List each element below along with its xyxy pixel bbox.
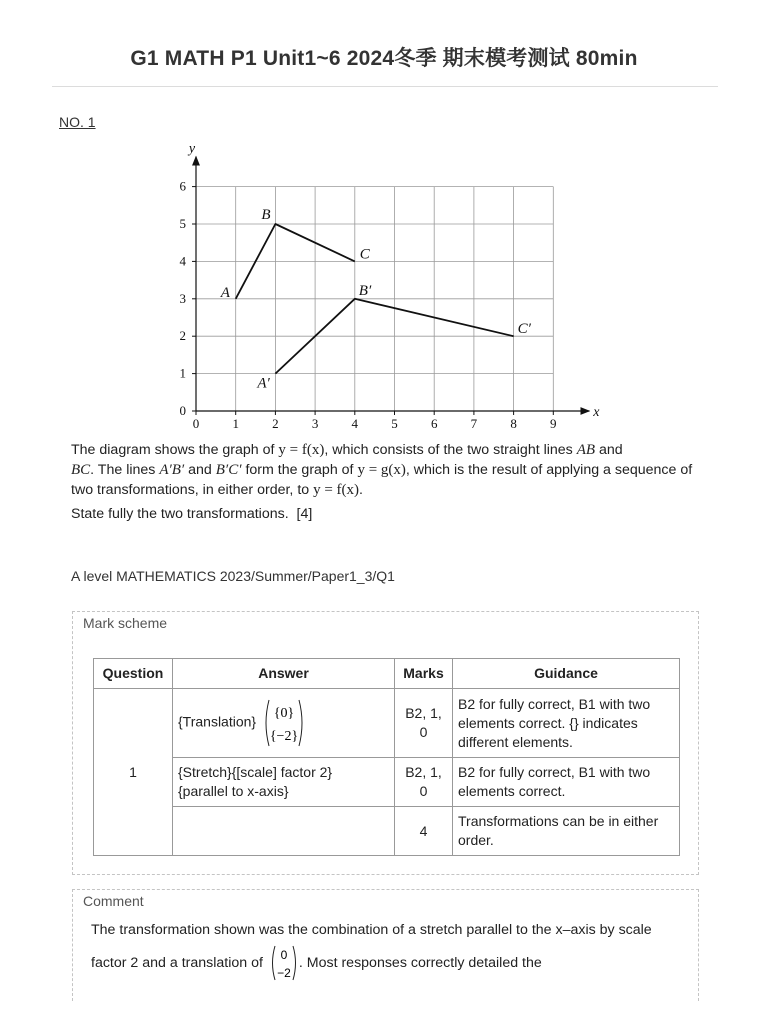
marks-cell: B2, 1, 0 (395, 758, 453, 807)
x-tick-label: 7 (470, 416, 478, 430)
guidance-cell: B2 for fully correct, B1 with two elements correct. {} indicates different elements. (453, 689, 680, 758)
mark-scheme-table (93, 658, 680, 856)
comment-text: The transformation shown was the combination of a stretch parallel to the x–axis by scale factor 2 and a translation of 0 −2 . Most responses correctly detailed the (91, 922, 652, 980)
graph-labels (220, 207, 532, 392)
point-label: B′ (358, 282, 372, 299)
table-row (94, 758, 680, 807)
question-description (71, 440, 711, 524)
y-tick-label: 6 (179, 178, 186, 194)
x-tick-label: 6 (430, 416, 438, 430)
point-label: A (220, 284, 230, 301)
table-row (94, 807, 680, 856)
mark-scheme-label: Mark scheme (83, 615, 168, 631)
title-divider (52, 86, 718, 87)
y-tick-label: 5 (179, 216, 186, 231)
vector-bottom: −2 (277, 966, 291, 980)
y-tick-label: 3 (179, 290, 186, 306)
x-tick-label: 3 (311, 416, 319, 430)
x-axis-label: x (593, 405, 600, 420)
x-tick-label: 2 (272, 416, 279, 430)
x-tick-label: 8 (510, 416, 517, 430)
graph-grid (196, 187, 553, 411)
marks-cell: B2, 1, 0 (395, 689, 453, 758)
y-tick-label: 4 (179, 253, 186, 269)
guidance-cell: Transformations can be in either order. (453, 807, 680, 856)
y-tick-label: 0 (179, 403, 186, 418)
y-axis-label: y (188, 141, 196, 157)
header-answer: Answer (173, 659, 395, 689)
translation-vector (262, 698, 306, 748)
point-label: A′ (257, 375, 270, 392)
header-question: Question (94, 659, 173, 689)
vector-bottom: {−2} (269, 729, 299, 744)
g-of-x: y = g(x) (357, 462, 406, 478)
vector-top: {0} (273, 706, 295, 721)
y-tick-label: 1 (179, 365, 186, 381)
x-tick-label: 0 (192, 416, 200, 430)
y-tick-label: 2 (179, 328, 186, 344)
question-source: A level MATHEMATICS 2023/Summer/Paper1_3/Q1 (71, 568, 395, 584)
x-tick-label: 9 (550, 416, 557, 430)
question-cell: 1 (94, 689, 173, 856)
x-tick-label: 5 (391, 416, 398, 430)
question-number: NO. 1 (59, 114, 96, 130)
table-header-row (94, 659, 680, 689)
comment-panel (72, 889, 699, 1001)
question-marks: [4] (296, 506, 313, 522)
point-label: B (261, 207, 271, 223)
answer-cell: {Stretch}{[scale] factor 2} {parallel to x-axis} (173, 758, 395, 807)
question-graph (160, 138, 600, 430)
mark-scheme-panel (72, 611, 699, 875)
table-row (94, 689, 680, 758)
answer-cell: {Translation} {0} {−2} (173, 689, 395, 758)
x-tick-label: 1 (232, 416, 239, 430)
page-title: G1 MATH P1 Unit1~6 2024冬季 期末模考测试 80min (130, 47, 638, 70)
answer-cell (173, 807, 395, 856)
marks-cell: 4 (395, 807, 453, 856)
question-text: The diagram shows the graph of y = f(x), which consists of the two straight lines AB and BC. The lines A′B′ and B′C′ form the graph of y = g(x), which is the result of applying a sequence of two transformations, in either order, to y = f(x). (71, 442, 693, 498)
question-instruction: State fully the two transformations. [4] (71, 506, 313, 522)
comment-label: Comment (83, 893, 144, 909)
f-of-x: y = f(x) (278, 442, 325, 458)
point-label: C′ (517, 321, 531, 338)
header-guidance: Guidance (453, 659, 680, 689)
vector-top: 0 (280, 948, 288, 962)
guidance-cell: B2 for fully correct, B1 with two elements correct. (453, 758, 680, 807)
header-marks: Marks (395, 659, 453, 689)
point-label: C (359, 246, 370, 263)
comment-vector (269, 944, 299, 982)
x-tick-label: 4 (351, 416, 359, 430)
